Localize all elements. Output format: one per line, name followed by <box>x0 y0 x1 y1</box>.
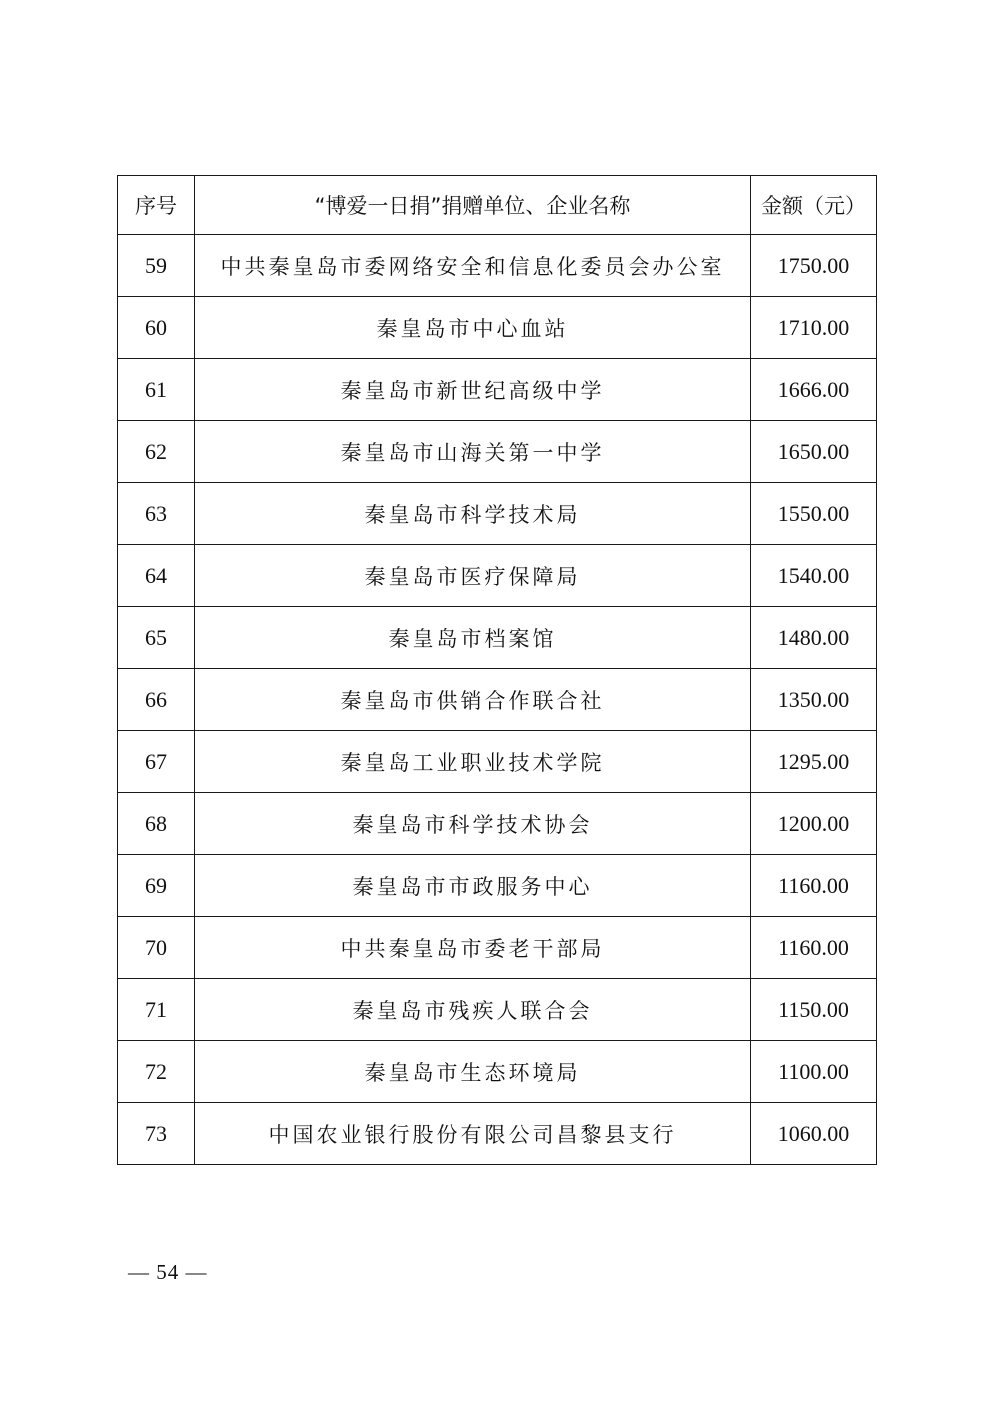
row-amount: 1160.00 <box>751 917 877 979</box>
row-name: 秦皇岛市医疗保障局 <box>195 545 751 607</box>
row-name: 秦皇岛市档案馆 <box>195 607 751 669</box>
row-amount: 1710.00 <box>751 297 877 359</box>
row-amount: 1160.00 <box>751 855 877 917</box>
row-amount: 1666.00 <box>751 359 877 421</box>
row-amount: 1200.00 <box>751 793 877 855</box>
row-name: 中共秦皇岛市委网络安全和信息化委员会办公室 <box>195 235 751 297</box>
row-amount: 1540.00 <box>751 545 877 607</box>
row-number: 64 <box>118 545 195 607</box>
header-row <box>118 176 877 235</box>
row-name: 秦皇岛工业职业技术学院 <box>195 731 751 793</box>
row-number: 73 <box>118 1103 195 1165</box>
row-amount: 1350.00 <box>751 669 877 731</box>
row-name: 秦皇岛市新世纪高级中学 <box>195 359 751 421</box>
row-number: 65 <box>118 607 195 669</box>
table-row <box>118 731 877 793</box>
header-amount: 金额（元） <box>751 176 877 235</box>
row-amount: 1650.00 <box>751 421 877 483</box>
table-row <box>118 669 877 731</box>
row-number: 63 <box>118 483 195 545</box>
table-row <box>118 483 877 545</box>
table-row <box>118 1041 877 1103</box>
row-number: 71 <box>118 979 195 1041</box>
row-amount: 1750.00 <box>751 235 877 297</box>
row-number: 59 <box>118 235 195 297</box>
table-row <box>118 1103 877 1165</box>
row-name: 秦皇岛市生态环境局 <box>195 1041 751 1103</box>
table-row <box>118 297 877 359</box>
row-number: 69 <box>118 855 195 917</box>
row-amount: 1060.00 <box>751 1103 877 1165</box>
table-row <box>118 855 877 917</box>
row-number: 61 <box>118 359 195 421</box>
donation-table <box>117 175 877 1165</box>
table-row <box>118 917 877 979</box>
row-name: 中共秦皇岛市委老干部局 <box>195 917 751 979</box>
table-row <box>118 421 877 483</box>
row-amount: 1550.00 <box>751 483 877 545</box>
row-name: 秦皇岛市市政服务中心 <box>195 855 751 917</box>
row-number: 68 <box>118 793 195 855</box>
header-name: “博爱一日捐”捐赠单位、企业名称 <box>195 176 751 235</box>
row-number: 70 <box>118 917 195 979</box>
header-number: 序号 <box>118 176 195 235</box>
row-name: 秦皇岛市残疾人联合会 <box>195 979 751 1041</box>
table-row <box>118 545 877 607</box>
row-name: 中国农业银行股份有限公司昌黎县支行 <box>195 1103 751 1165</box>
row-amount: 1480.00 <box>751 607 877 669</box>
table-body <box>118 235 877 1165</box>
row-amount: 1150.00 <box>751 979 877 1041</box>
table-row <box>118 793 877 855</box>
row-number: 60 <box>118 297 195 359</box>
page-number: — 54 — <box>128 1260 208 1284</box>
row-amount: 1295.00 <box>751 731 877 793</box>
table-row <box>118 607 877 669</box>
row-name: 秦皇岛市科学技术局 <box>195 483 751 545</box>
row-number: 67 <box>118 731 195 793</box>
row-number: 62 <box>118 421 195 483</box>
row-name: 秦皇岛市山海关第一中学 <box>195 421 751 483</box>
table-header <box>118 176 877 235</box>
row-name: 秦皇岛市中心血站 <box>195 297 751 359</box>
row-name: 秦皇岛市供销合作联合社 <box>195 669 751 731</box>
row-number: 66 <box>118 669 195 731</box>
table-row <box>118 979 877 1041</box>
row-name: 秦皇岛市科学技术协会 <box>195 793 751 855</box>
row-number: 72 <box>118 1041 195 1103</box>
row-amount: 1100.00 <box>751 1041 877 1103</box>
table-row <box>118 235 877 297</box>
table-row <box>118 359 877 421</box>
